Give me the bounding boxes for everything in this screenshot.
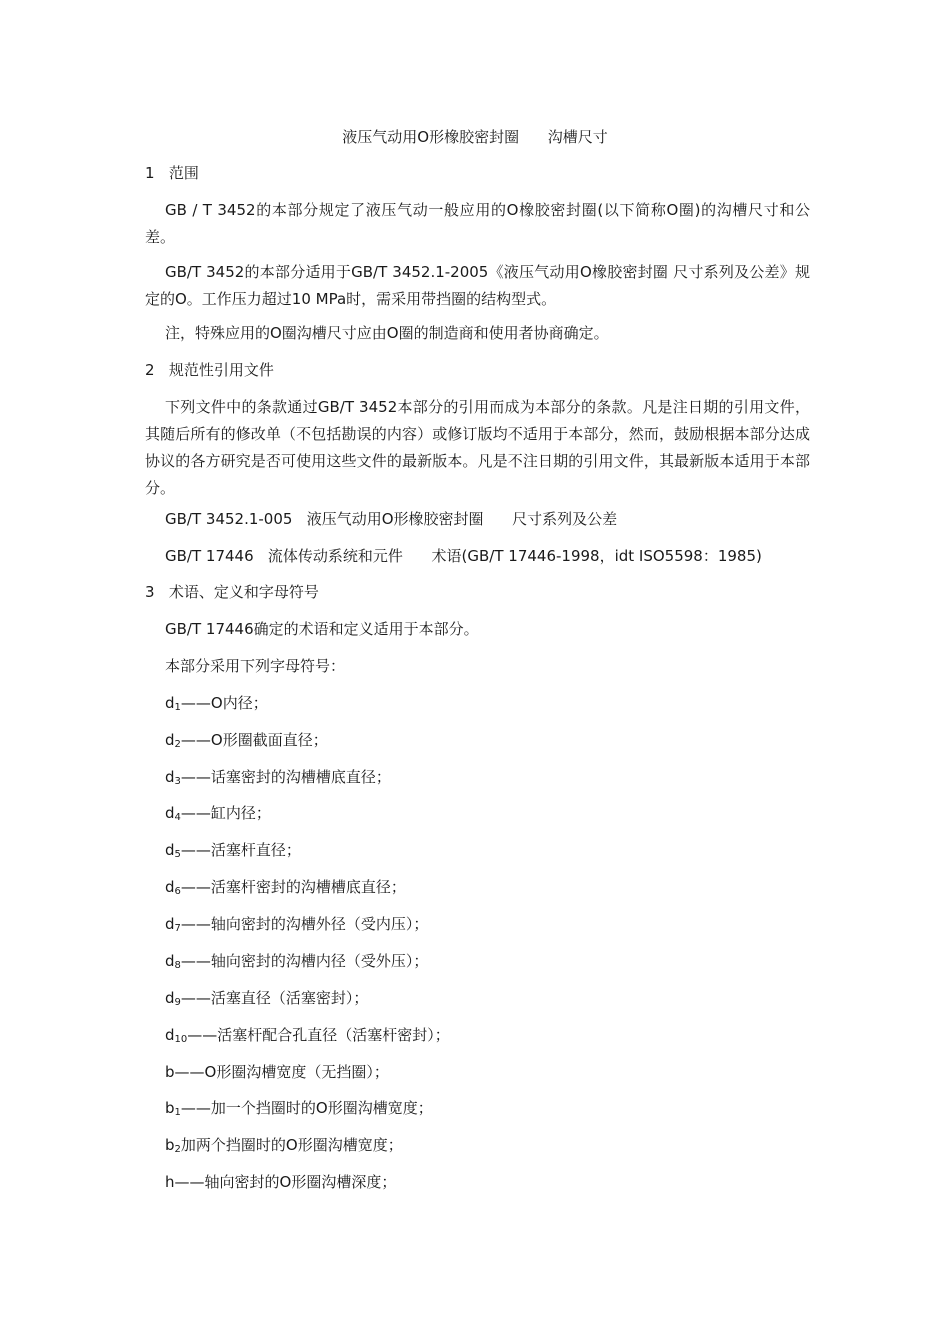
reference-item: GB/T 3452.1-005 液压气动用O形橡胶密封圈 尺寸系列及公差 [165, 510, 618, 528]
symbol-base: d [165, 952, 175, 970]
symbol-definition: ——活塞杆直径； [180, 841, 301, 859]
symbol-base: d [165, 768, 175, 786]
reference-item: GB/T 17446 流体传动系统和元件 术语(GB/T 17446-1998，idt ISO5598：1985) [165, 547, 762, 565]
symbol-base: d [165, 878, 175, 896]
symbol-subscript: 5 [174, 849, 181, 860]
symbol-item [165, 839, 301, 861]
symbol-base: b [165, 1136, 175, 1154]
symbol-item [165, 1134, 403, 1156]
symbol-item [165, 987, 368, 1009]
symbol-base: d [165, 1026, 175, 1044]
symbol-item [165, 950, 428, 972]
scope-note: 注，特殊应用的O圈沟槽尺寸应由O圈的制造商和使用者协商确定。 [165, 324, 609, 342]
symbol-definition: 加两个挡圈时的O形圈沟槽宽度； [180, 1136, 403, 1154]
section-heading-scope: 1 范围 [145, 164, 199, 182]
symbol-item [165, 729, 328, 751]
symbol-subscript: 2 [174, 1144, 181, 1155]
symbol-item [165, 766, 391, 788]
symbol-definition: ——加一个挡圈时的O形圈沟槽宽度； [180, 1099, 433, 1117]
symbol-definition: ——缸内径； [180, 804, 271, 822]
symbol-definition: ——O形圈截面直径； [180, 731, 328, 749]
symbol-subscript: 7 [174, 923, 181, 934]
symbol-subscript: 1 [174, 1107, 181, 1118]
terms-paragraph: GB/T 17446确定的术语和定义适用于本部分。 [165, 620, 479, 638]
symbol-subscript: 9 [174, 997, 181, 1008]
symbol-subscript: 4 [174, 812, 181, 823]
symbol-subscript: 3 [174, 776, 181, 787]
symbol-item [165, 1024, 450, 1046]
symbol-item [165, 876, 406, 898]
symbol-subscript: 10 [174, 1034, 188, 1045]
symbol-definition: ——活塞杆密封的沟槽槽底直径； [180, 878, 406, 896]
symbol-base: b [165, 1099, 175, 1117]
symbol-definition: ——轴向密封的沟槽内径（受外压）； [180, 952, 429, 970]
symbol-subscript: 1 [174, 702, 181, 713]
symbol-subscript: 6 [174, 886, 181, 897]
symbol-subscript: 2 [174, 739, 181, 750]
references-paragraph: 下列文件中的条款通过GB/T 3452本部分的引用而成为本部分的条款。凡是注日期的引用文件，其随后所有的修改单（不包括勘误的内容）或修订版均不适用于本部分，然而，鼓励根据本部分达成协议的各方研究是否可使用这些文件的最新版本。凡是不注日期的引用文件，其最新版本适用于本部分。 [145, 398, 810, 497]
symbols-intro: 本部分采用下列字母符号： [165, 657, 346, 675]
symbol-definition: ——话塞密封的沟槽槽底直径； [180, 768, 391, 786]
section-heading-terms: 3 术语、定义和字母符号 [145, 583, 319, 601]
symbol-base: d [165, 731, 175, 749]
symbol-item [165, 802, 271, 824]
symbol-item [165, 1171, 396, 1193]
section-heading-normative-references: 2 规范性引用文件 [145, 361, 274, 379]
symbol-base: d [165, 841, 175, 859]
symbol-item [165, 913, 428, 935]
document-title: 液压气动用O形橡胶密封圈 沟槽尺寸 [342, 128, 608, 146]
symbol-subscript: 8 [174, 960, 181, 971]
symbol-base: d [165, 989, 175, 1007]
symbol-item [165, 1097, 433, 1119]
symbol-base: d [165, 694, 175, 712]
symbol-base: d [165, 804, 175, 822]
symbol-definition: ——轴向密封的O形圈沟槽深度； [174, 1173, 397, 1191]
symbol-base: h [165, 1173, 175, 1191]
symbol-definition: ——轴向密封的沟槽外径（受内压）； [180, 915, 429, 933]
symbol-item [165, 1061, 389, 1083]
symbol-base: d [165, 915, 175, 933]
symbol-item [165, 692, 268, 714]
scope-paragraph-2: GB/T 3452的本部分适用于GB/T 3452.1-2005《液压气动用O橡胶密封圈 尺寸系列及公差》规定的O。工作压力超过10 MPa时，需采用带挡圈的结构型式。 [145, 263, 810, 308]
symbol-definition: ——活塞杆配合孔直径（活塞杆密封）； [187, 1026, 450, 1044]
symbol-definition: ——O内径； [180, 694, 268, 712]
scope-paragraph-1: GB / T 3452的本部分规定了液压气动一般应用的O橡胶密封圈(以下简称O圈)的沟槽尺寸和公差。 [145, 201, 810, 246]
symbol-base: b [165, 1063, 175, 1081]
symbol-definition: ——活塞直径（活塞密封）； [180, 989, 369, 1007]
symbol-definition: ——O形圈沟槽宽度（无挡圈）； [174, 1063, 389, 1081]
